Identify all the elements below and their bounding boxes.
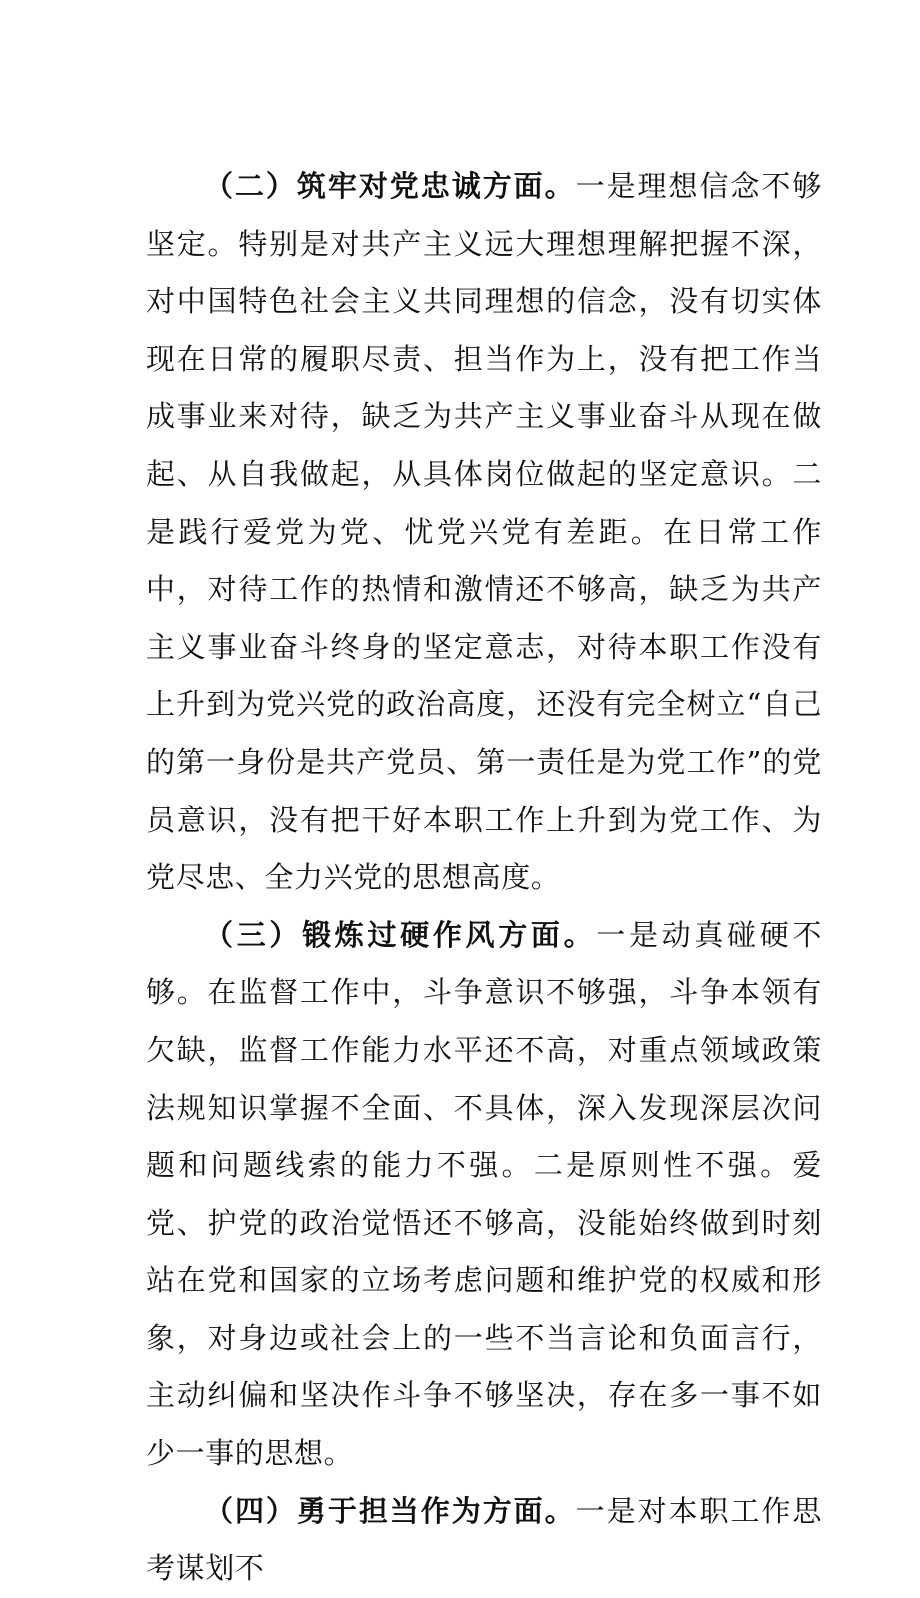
paragraph-heading: （四）勇于担当作为方面。: [204, 1493, 576, 1528]
paragraph-loyalty: [146, 158, 822, 907]
document-body: [146, 158, 822, 1598]
paragraph-heading: （三）锻炼过硬作风方面。: [204, 917, 597, 952]
paragraph-heading: （二）筑牢对党忠诚方面。: [204, 169, 576, 203]
paragraph-text: 一是动真碰硬不够。在监督工作中，斗争意识不够强，斗争本领有欠缺，监督工作能力水平还不高，对重点领域政策法规知识掌握不全面、不具体，深入发现深层次问题和问题线索的能力不强。二是原则性不强。爱党、护党的政治觉悟还不够高，没能始终做到时刻站在党和国家的立场考虑问题和维护党的权威和形象，对身边或社会上的一些不当言论和负面言行，主动纠偏和坚决作斗争不够坚决，存在多一事不如少一事的思想。: [146, 917, 822, 1471]
paragraph-text: 一是对本职工作思考谋划不: [146, 1493, 822, 1586]
paragraph-responsibility: [146, 1483, 822, 1598]
paragraph-text: 一是理想信念不够坚定。特别是对共产主义远大理想理解把握不深，对中国特色社会主义共同理想的信念，没有切实体现在日常的履职尽责、担当作为上，没有把工作当成事业来对待，缺乏为共产主义事业奋斗从现在做起、从自我做起，从具体岗位做起的坚定意识。二是践行爱党为党、忧党兴党有差距。在日常工作中，对待工作的热情和激情还不够高，缺乏为共产主义事业奋斗终身的坚定意志，对待本职工作没有上升到为党兴党的政治高度，还没有完全树立“自己的第一身份是共产党员、第一责任是为党工作”的党员意识，没有把干好本职工作上升到为党工作、为党尽忠、全力兴党的思想高度。: [146, 169, 822, 895]
paragraph-work-style: [146, 907, 822, 1483]
